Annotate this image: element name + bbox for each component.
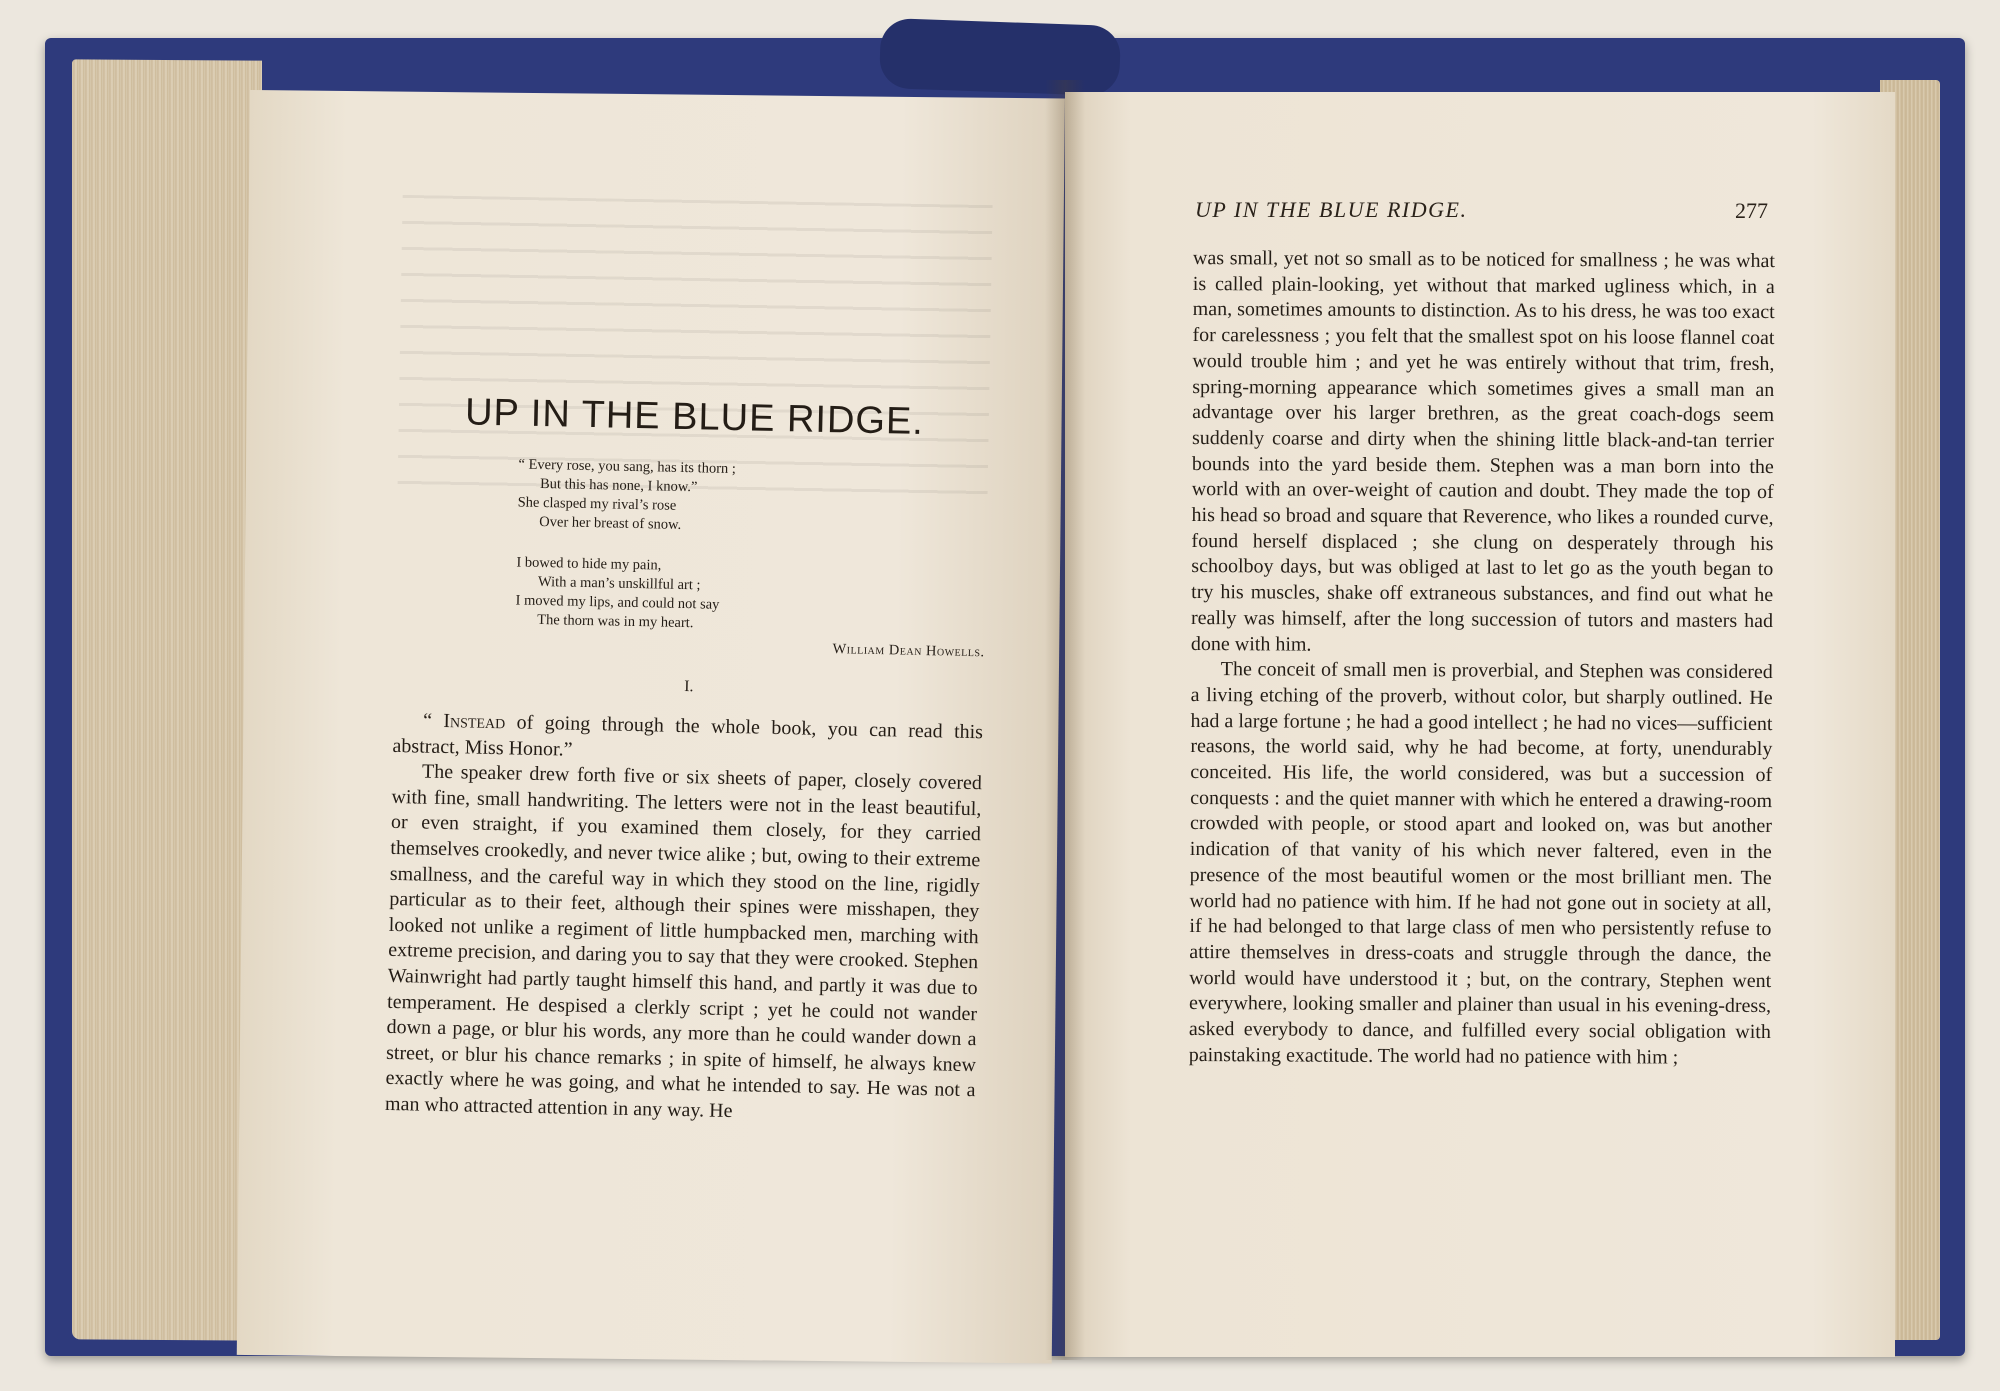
epigraph-attribution: William Dean Howells. xyxy=(832,641,985,661)
chapter-title: UP IN THE BLUE RIDGE. xyxy=(464,391,925,443)
epigraph-line: But this has none, I know.” xyxy=(539,475,698,496)
epigraph-line: “ Every rose, you sang, has its thorn ; xyxy=(518,456,737,478)
left-page-content xyxy=(385,390,990,1130)
paragraph: The conceit of small men is proverbial, and Stephen was considered a living etching of the proverb, without color, but sharply outlined. He had a large fortune ; he had a good intellect ; he had no vices—sufficient reasons, the world said, why he had become, at forty, unendurably conceited. His life, the world considered, was but a succession of conquests : and the quiet manner with which he entered a drawing-room crowded with people, or stood apart and looked on, was but another indication of that vanity of his which never faltered, even in the presence of the most beautiful women or the most brilliant men. The world had no patience with him. If he had not gone out in society at all, if he had belonged to that large class of men who persistently refuse to attire themselves in dress-coats and struggle through the dance, the world would have understood it ; but, on the contrary, Stephen went everywhere, looking smaller and plainer than usual in his evening-dress, asked everybody to dance, and fulfilled every social obligation with painstaking exactitude. The world had no patience with him ; xyxy=(1188,658,1773,1069)
book-gutter xyxy=(1045,80,1085,1360)
right-body-text xyxy=(1189,246,1775,1072)
paragraph: The speaker drew forth five or six sheets of paper, closely covered with fine, small handwriting. The letters were not in the least beautiful, or even straight, if you examined them closely, for they carried themselves crookedly, and never twice alike ; but, owing to their extreme smallness, and the careful way in which they stood on the line, rigidly particular as to their feet, although their spines were misshapen, they looked not unlike a regiment of little humpbacked men, marching with extreme precision, and daring you to say that they were crooked. Stephen Wainwright had partly taught himself this hand, and partly it was due to temperament. He despised a clerkly script ; yet he could not wander down a page, or blur his words, any more than he could wander down a street, or blur his chance remarks ; in spite of himself, he always knew exactly where he was going, and what he intended to say. He was not a man who attracted attention in any way. He xyxy=(384,760,983,1123)
paragraph: was small, yet not so small as to be noticed for smallness ; he was what is called plain-looking, yet without that marked ugliness which, in a man, sometimes amounts to distinction. As to his dress, he was too exact for carelessness ; you felt that the smallest spot on his loose flannel coat would trouble him ; and yet he was entirely without that trim, fresh, spring-morning appearance which sometimes gives a small man an advantage over his larger brethren, as the great coach-dogs seem suddenly coarse and dirty when the shining little black-and-tan terrier bounds into the yard beside them. Stephen was a man born into the world with an over-weight of caution and doubt. They made the top of his head so broad and square that Reverence, who likes a rounded curve, found herself displaced ; she clung on desperately through his schoolboy days, but was obliged at last to let go as the youth began to try his muscles, shake off extraneous substances, and find out what he really was himself, after the long succession of tutors and masters had done with him. xyxy=(1190,246,1775,656)
left-body-text xyxy=(385,708,983,1130)
epigraph-line: She clasped my rival’s rose xyxy=(517,494,677,514)
epigraph-line: I bowed to hide my pain, xyxy=(516,554,662,574)
page-number: 277 xyxy=(1735,198,1768,223)
page-edges-left xyxy=(72,59,262,1340)
paragraph-text: of going through the whole book, you can read this abstract, Miss Honor.” xyxy=(392,711,984,761)
right-page-content xyxy=(1189,246,1775,1072)
section-number: I. xyxy=(684,678,694,696)
epigraph-line: The thorn was in my heart. xyxy=(537,611,694,632)
running-head: UP IN THE BLUE RIDGE. xyxy=(1195,197,1468,222)
epigraph-line: I moved my lips, and could not say xyxy=(515,592,720,613)
epigraph-line: Over her breast of snow. xyxy=(539,513,682,533)
paragraph-lead: “ Instead xyxy=(422,709,506,734)
epigraph xyxy=(515,455,989,662)
epigraph-line: With a man’s unskillful art ; xyxy=(537,573,701,594)
